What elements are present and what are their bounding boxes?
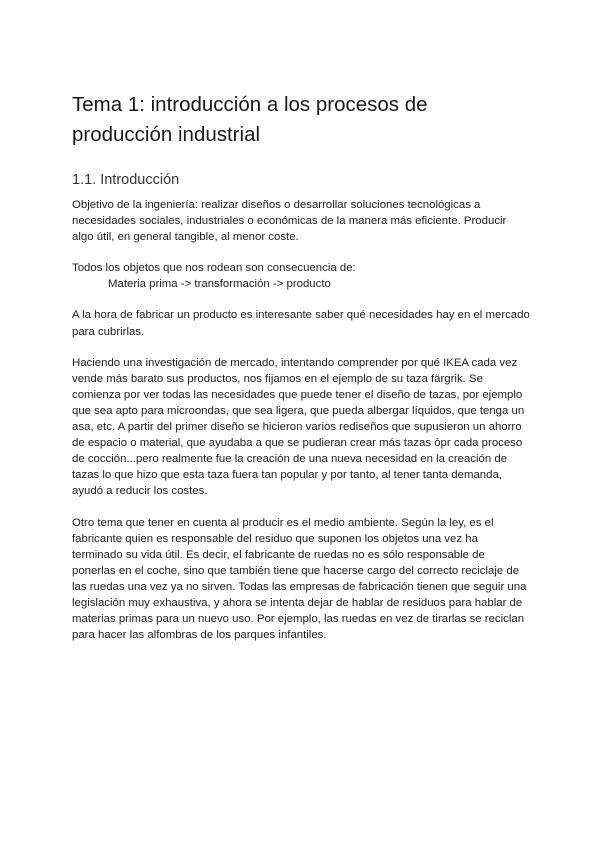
section-heading: 1.1. Introducción — [72, 172, 180, 188]
process-formula: Materia prima -> transformación -> producto — [108, 278, 331, 291]
paragraph-ikea-example: Haciendo una investigación de mercado, intentando comprender por qué IKEA cada vez vende más barato sus productos, nos fijamos en el ejemplo de su taza färgrik. Se comienza por ver todas las necesidades que puede tener el diseño de tazas, por ejemplo que sea apto para microondas, que sea ligera, que pueda albergar líquidos, que tenga un asa, etc. A partir del primer diseño se hicieron varios rediseños que supusieron un ahorro de espacio o material, que ayudaba a que se pudieran crear más tazas òpr cada proceso de cocción...pero realmente fue la creación de una nueva necesidad en la creación de tazas lo que hizo que esta taza fuera tan popular y por tanto, al tener tanta demanda, ayudó a reducir los costes. — [72, 356, 525, 498]
document-title: Tema 1: introducción a los procesos de producción industrial — [72, 93, 428, 146]
paragraph-objects — [72, 260, 530, 292]
paragraph-objects-intro: Todos los objetos que nos rodean son consecuencia de: — [72, 262, 356, 275]
document-page — [72, 90, 530, 643]
paragraph-market-needs: A la hora de fabricar un producto es interesante saber qué necesidades hay en el mercado para cubrirlas. — [72, 309, 530, 338]
paragraph-objective: Objetivo de la ingeniería: realizar diseños o desarrollar soluciones tecnológicas a necesidades sociales, industriales o económicas de la manera más eficiente. Producir algo útil, en general tangible, al menor coste. — [72, 199, 507, 244]
paragraph-environment: Otro tema que tener en cuenta al producir es el medio ambiente. Según la ley, es el fabricante quien es responsable del residuo que suponen los objetos una vez ha terminado su vida útil. Es decir, el fabricante de ruedas no es sólo responsable de ponerlas en el coche, sino que también tiene que hacerse cargo del correcto reciclaje de las ruedas una vez ya no sirven. Todas las empresas de fabricación tienen que seguir una legislación muy exhaustiva, y ahora se intenta dejar de hablar de residuos para hablar de materias primas para un nuevo uso. Por ejemplo, las ruedas en vez de tirarlas se reciclan para hacer las alfombras de los parques infantiles. — [72, 516, 527, 642]
